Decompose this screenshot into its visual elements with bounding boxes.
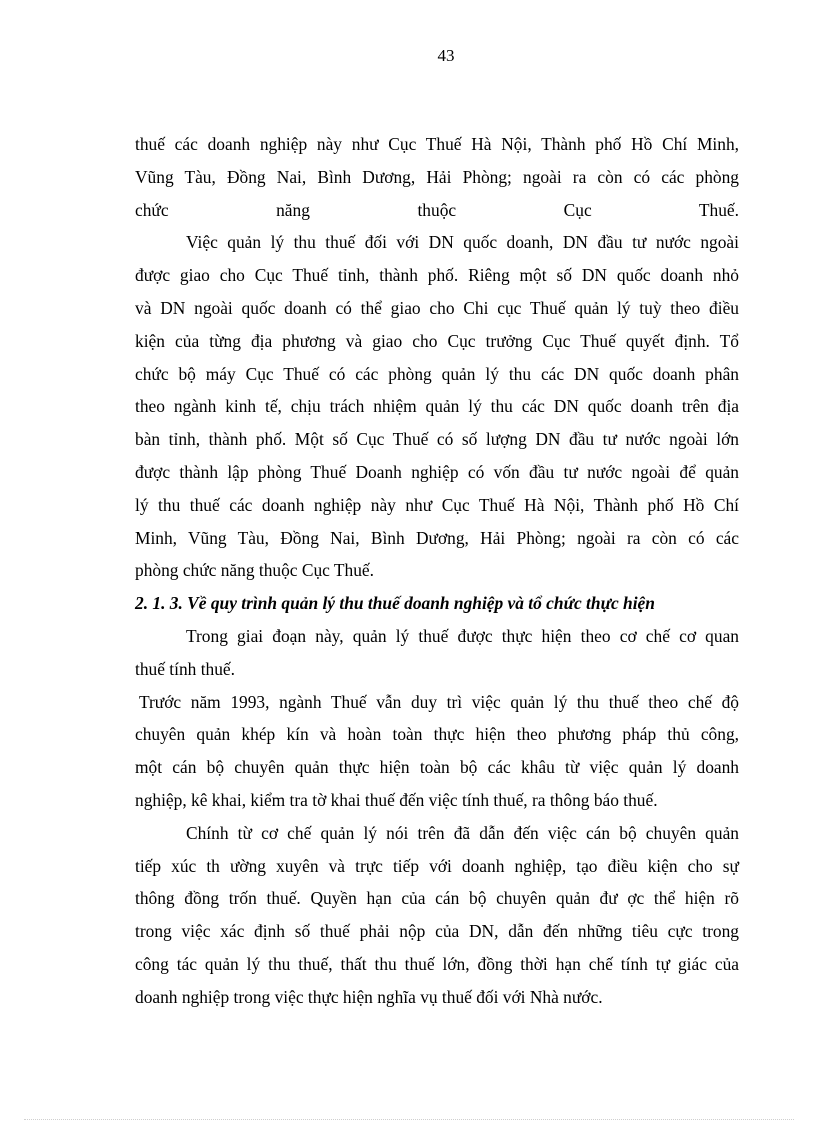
text-line: tiếp xúc th ường xuyên và trực tiếp với doanh nghiệp, tạo điều kiện cho sự (135, 855, 739, 876)
text-line: và DN ngoài quốc doanh có thể giao cho Chi cục Thuế quản lý tuỳ theo điều (135, 297, 739, 318)
paragraph-first-line: Trước năm 1993, ngành Thuế vẫn duy trì việc quản lý thu thuế theo chế độ (139, 691, 739, 712)
paragraph-last-line: thuế tính thuế. (135, 658, 235, 679)
text-line: Vũng Tàu, Đồng Nai, Bình Dương, Hải Phòng; ngoài ra còn có các phòng (135, 166, 739, 187)
text-line: được giao cho Cục Thuế tỉnh, thành phố. Riêng một số DN quốc doanh nhỏ (135, 265, 739, 286)
text-line: thuế các doanh nghiệp này như Cục Thuế Hà Nội, Thành phố Hồ Chí Minh, (135, 134, 739, 154)
text-line: kiện của từng địa phương và giao cho Cục trưởng Cục Thuế quyết định. Tổ (135, 330, 739, 351)
text-line: chuyên quản khép kín và hoàn toàn thực hiện theo phương pháp thủ công, (135, 724, 739, 745)
page-number: 43 (437, 46, 455, 65)
paragraph-first-line: Chính từ cơ chế quản lý nói trên đã dẫn đến việc cán bộ chuyên quản (186, 822, 739, 843)
paragraph-last-line: phòng chức năng thuộc Cục Thuế. (135, 560, 374, 581)
text-line: lý thu thuế các doanh nghiệp này như Cục Thuế Hà Nội, Thành phố Hồ Chí (135, 494, 739, 515)
document-body (135, 128, 739, 1014)
paragraph-last-line: doanh nghiệp trong việc thực hiện nghĩa vụ thuế đối với Nhà nước. (135, 986, 603, 1007)
text-line: công tác quản lý thu thuế, thất thu thuế lớn, đồng thời hạn chế tính tự giác của (135, 953, 739, 974)
text-line: theo ngành kinh tế, chịu trách nhiệm quản lý thu các DN quốc doanh trên địa (135, 396, 739, 417)
paragraph-first-line: Trong giai đoạn này, quản lý thuế được thực hiện theo cơ chế cơ quan (186, 625, 739, 646)
section-heading: 2. 1. 3. Về quy trình quản lý thu thuế doanh nghiệp và tổ chức thực hiện (135, 593, 655, 614)
text-line: chức bộ máy Cục Thuế có các phòng quản lý thu các DN quốc doanh phân (135, 363, 739, 384)
text-line: một cán bộ chuyên quản thực hiện toàn bộ các khâu từ việc quản lý doanh (135, 757, 739, 778)
text-line: bàn tỉnh, thành phố. Một số Cục Thuế có số lượng DN đầu tư nước ngoài lớn (135, 429, 739, 450)
text-line: thông đồng trốn thuế. Quyền hạn của cán bộ chuyên quản đư ợc thể hiện rõ (135, 888, 739, 909)
paragraph-last-line: nghiệp, kê khai, kiểm tra tờ khai thuế đến việc tính thuế, ra thông báo thuế. (135, 789, 658, 810)
footer-divider (24, 1119, 794, 1120)
text-line: trong việc xác định số thuế phải nộp của DN, dẫn đến những tiêu cực trong (135, 921, 739, 942)
paragraph-first-line: Việc quản lý thu thuế đối với DN quốc doanh, DN đầu tư nước ngoài (186, 232, 739, 253)
text-line: Minh, Vũng Tàu, Đồng Nai, Bình Dương, Hải Phòng; ngoài ra còn có các (135, 527, 739, 548)
text-line: được thành lập phòng Thuế Doanh nghiệp có vốn đầu tư nước ngoài để quản (135, 461, 739, 482)
text-line: chức năng thuộc Cục Thuế. (135, 199, 739, 220)
